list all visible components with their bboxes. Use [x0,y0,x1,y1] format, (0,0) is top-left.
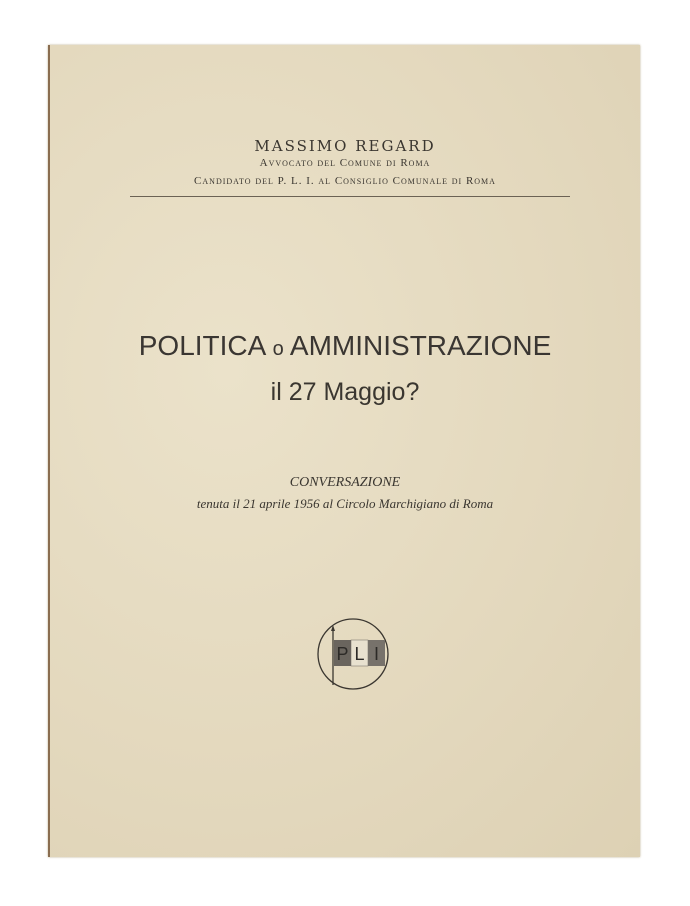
logo-text: P L I [336,644,380,664]
subtitle-detail: tenuta il 21 aprile 1956 al Circolo Marchigiano di Roma [196,496,494,511]
author-candidacy: Candidato del P. L. I. al Consiglio Comunale di Roma [194,175,496,187]
subtitle-label: CONVERSAZIONE [289,475,401,490]
author-name: MASSIMO REGARD [254,137,436,155]
header-divider [130,196,570,197]
document-cover [48,45,640,857]
title-line-1 [50,330,640,362]
title-line-2: il 27 Maggio? [270,378,420,406]
title-part2: AMMINISTRAZIONE [289,330,552,361]
pli-logo-icon [316,617,390,691]
title-part1: POLITICA [138,330,265,361]
author-role: Avvocato del Comune di Roma [259,157,431,169]
title-connector: o [272,338,284,360]
